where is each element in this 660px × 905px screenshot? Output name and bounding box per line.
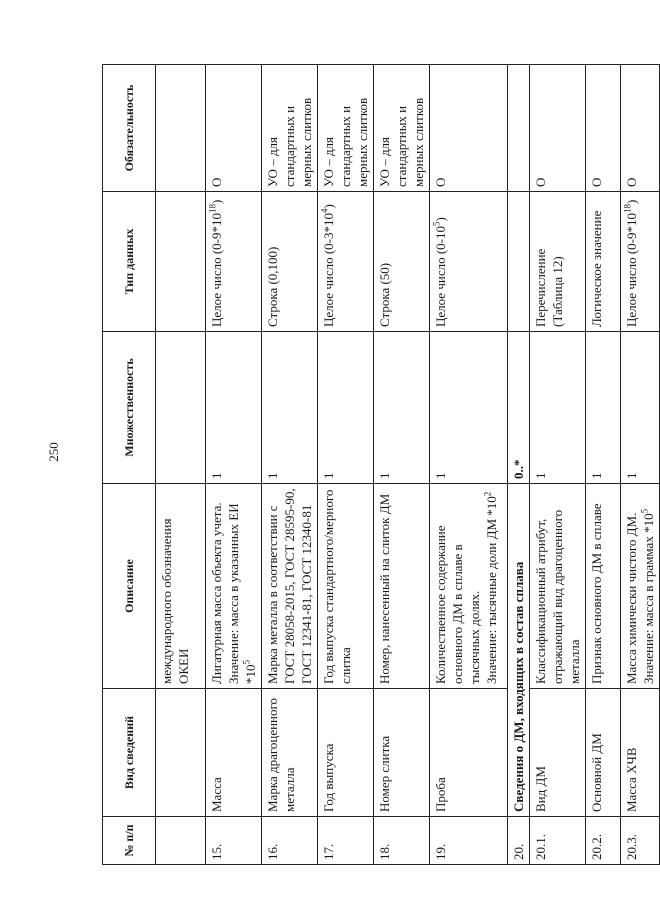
- cell-desc: международного обозначения ОКЕИ: [156, 484, 206, 689]
- cell-req: О: [586, 65, 621, 192]
- rotated-table-container: [102, 65, 656, 865]
- table-row: [374, 65, 430, 865]
- cell-req: О: [621, 65, 660, 192]
- superscript: 2: [482, 491, 493, 497]
- header-desc: Описание: [103, 484, 156, 689]
- cell-req: [156, 65, 206, 192]
- cell-type: Логическое значение: [586, 192, 621, 332]
- type-end: ): [209, 199, 224, 204]
- cell-type: Строка (0,100): [262, 192, 318, 332]
- cell-req: УО – для стандартных и мерных слитков: [374, 65, 430, 192]
- type-text: Целое число (0-9*10: [209, 213, 224, 327]
- cell-num: 17.: [318, 817, 374, 865]
- cell-kind: Основной ДМ: [586, 689, 621, 817]
- cell-desc: Марка металла в соответствии с ГОСТ 28058-2015, ГОСТ 28595-90, ГОСТ 12341-81, ГОСТ 12340-81: [262, 484, 318, 689]
- type-end: ): [624, 199, 639, 204]
- cell-req: УО – для стандартных и мерных слитков: [262, 65, 318, 192]
- cell-desc: Признак основного ДМ в сплаве: [586, 484, 621, 689]
- superscript: 18: [622, 204, 633, 213]
- cell-mult: [156, 332, 206, 484]
- cell-num: 20.2.: [586, 817, 621, 865]
- cell-type: [430, 192, 508, 332]
- section-title: Сведения о ДМ, входящих в состав сплава: [508, 484, 530, 817]
- section-row: [508, 65, 530, 865]
- cell-num: 16.: [262, 817, 318, 865]
- cell-req: О: [206, 65, 262, 192]
- desc-line: Значение: тысячные доли ДМ *10: [484, 496, 499, 684]
- type-end: ): [433, 217, 448, 222]
- header-type: Тип данных: [103, 192, 156, 332]
- cell-num: 15.: [206, 817, 262, 865]
- cell-num: 20.3.: [621, 817, 660, 865]
- cell-type: [318, 192, 374, 332]
- cell-mult: 1: [262, 332, 318, 484]
- cell-kind: Номер слитка: [374, 689, 430, 817]
- cell-req: О: [530, 65, 586, 192]
- table-header-row: [103, 65, 156, 865]
- table-row-continuation: [156, 65, 206, 865]
- table-row: [586, 65, 621, 865]
- superscript: 5: [431, 221, 442, 226]
- cell-kind: Масса: [206, 689, 262, 817]
- data-table: [102, 64, 660, 865]
- type-text: Целое число (0-10: [433, 226, 448, 327]
- cell-num: 19.: [430, 817, 508, 865]
- cell-type: [156, 192, 206, 332]
- cell-kind: Год выпуска: [318, 689, 374, 817]
- cell-desc: Год выпуска стандартного/мерного слитка: [318, 484, 374, 689]
- cell-num: 20.1.: [530, 817, 586, 865]
- cell-req: [508, 65, 530, 192]
- cell-kind: Марка драгоценного металла: [262, 689, 318, 817]
- cell-req: О: [430, 65, 508, 192]
- cell-mult: 1: [430, 332, 508, 484]
- superscript: 5: [241, 660, 252, 665]
- cell-type: [621, 192, 660, 332]
- cell-mult: 0..*: [508, 332, 530, 484]
- table-row: [262, 65, 318, 865]
- cell-mult: 1: [586, 332, 621, 484]
- table-row: [318, 65, 374, 865]
- desc-line: Количественное содержание основного ДМ в сплаве в тысячных долях.: [433, 525, 482, 684]
- cell-num: 18.: [374, 817, 430, 865]
- page-number: 250: [46, 442, 61, 462]
- type-text: Целое число (0-3*10: [321, 213, 336, 327]
- desc-line: Масса химически чистого ДМ.: [624, 512, 639, 684]
- cell-req: УО – для стандартных и мерных слитков: [318, 65, 374, 192]
- cell-kind: Проба: [430, 689, 508, 817]
- desc-line: Значение: масса в граммах *10: [641, 513, 656, 684]
- cell-desc: [621, 484, 660, 689]
- cell-kind: [156, 689, 206, 817]
- cell-mult: 1: [318, 332, 374, 484]
- table-row: [530, 65, 586, 865]
- cell-desc: [430, 484, 508, 689]
- table-row: [621, 65, 660, 865]
- header-req: Обязательность: [103, 65, 156, 192]
- cell-type: Перечисление (Таблица 12): [530, 192, 586, 332]
- cell-mult: 1: [206, 332, 262, 484]
- cell-mult: 1: [621, 332, 660, 484]
- cell-kind: Вид ДМ: [530, 689, 586, 817]
- cell-desc: Номер, нанесенный на слиток ДМ: [374, 484, 430, 689]
- desc-line: Лигатурная масса объекта учета.: [209, 502, 224, 684]
- cell-type: Строка (50): [374, 192, 430, 332]
- superscript: 5: [639, 508, 650, 514]
- desc-line: Значение: масса в указанных ЕИ *10: [226, 503, 258, 684]
- cell-mult: 1: [374, 332, 430, 484]
- header-num: № п/п: [103, 817, 156, 865]
- cell-mult: 1: [530, 332, 586, 484]
- cell-kind: Масса ХЧВ: [621, 689, 660, 817]
- header-kind: Вид сведений: [103, 689, 156, 817]
- table-row: [206, 65, 262, 865]
- cell-num: 20.: [508, 817, 530, 865]
- cell-desc: Классификационный атрибут, отражающий вид драгоценного металла: [530, 484, 586, 689]
- table-row: [430, 65, 508, 865]
- type-text: Целое число (0-9*10: [624, 213, 639, 327]
- header-mult: Множественность: [103, 332, 156, 484]
- cell-num: [156, 817, 206, 865]
- cell-desc: [206, 484, 262, 689]
- superscript: 18: [207, 204, 218, 213]
- cell-type: [206, 192, 262, 332]
- cell-type: [508, 192, 530, 332]
- type-end: ): [321, 204, 336, 209]
- superscript: 4: [319, 208, 330, 213]
